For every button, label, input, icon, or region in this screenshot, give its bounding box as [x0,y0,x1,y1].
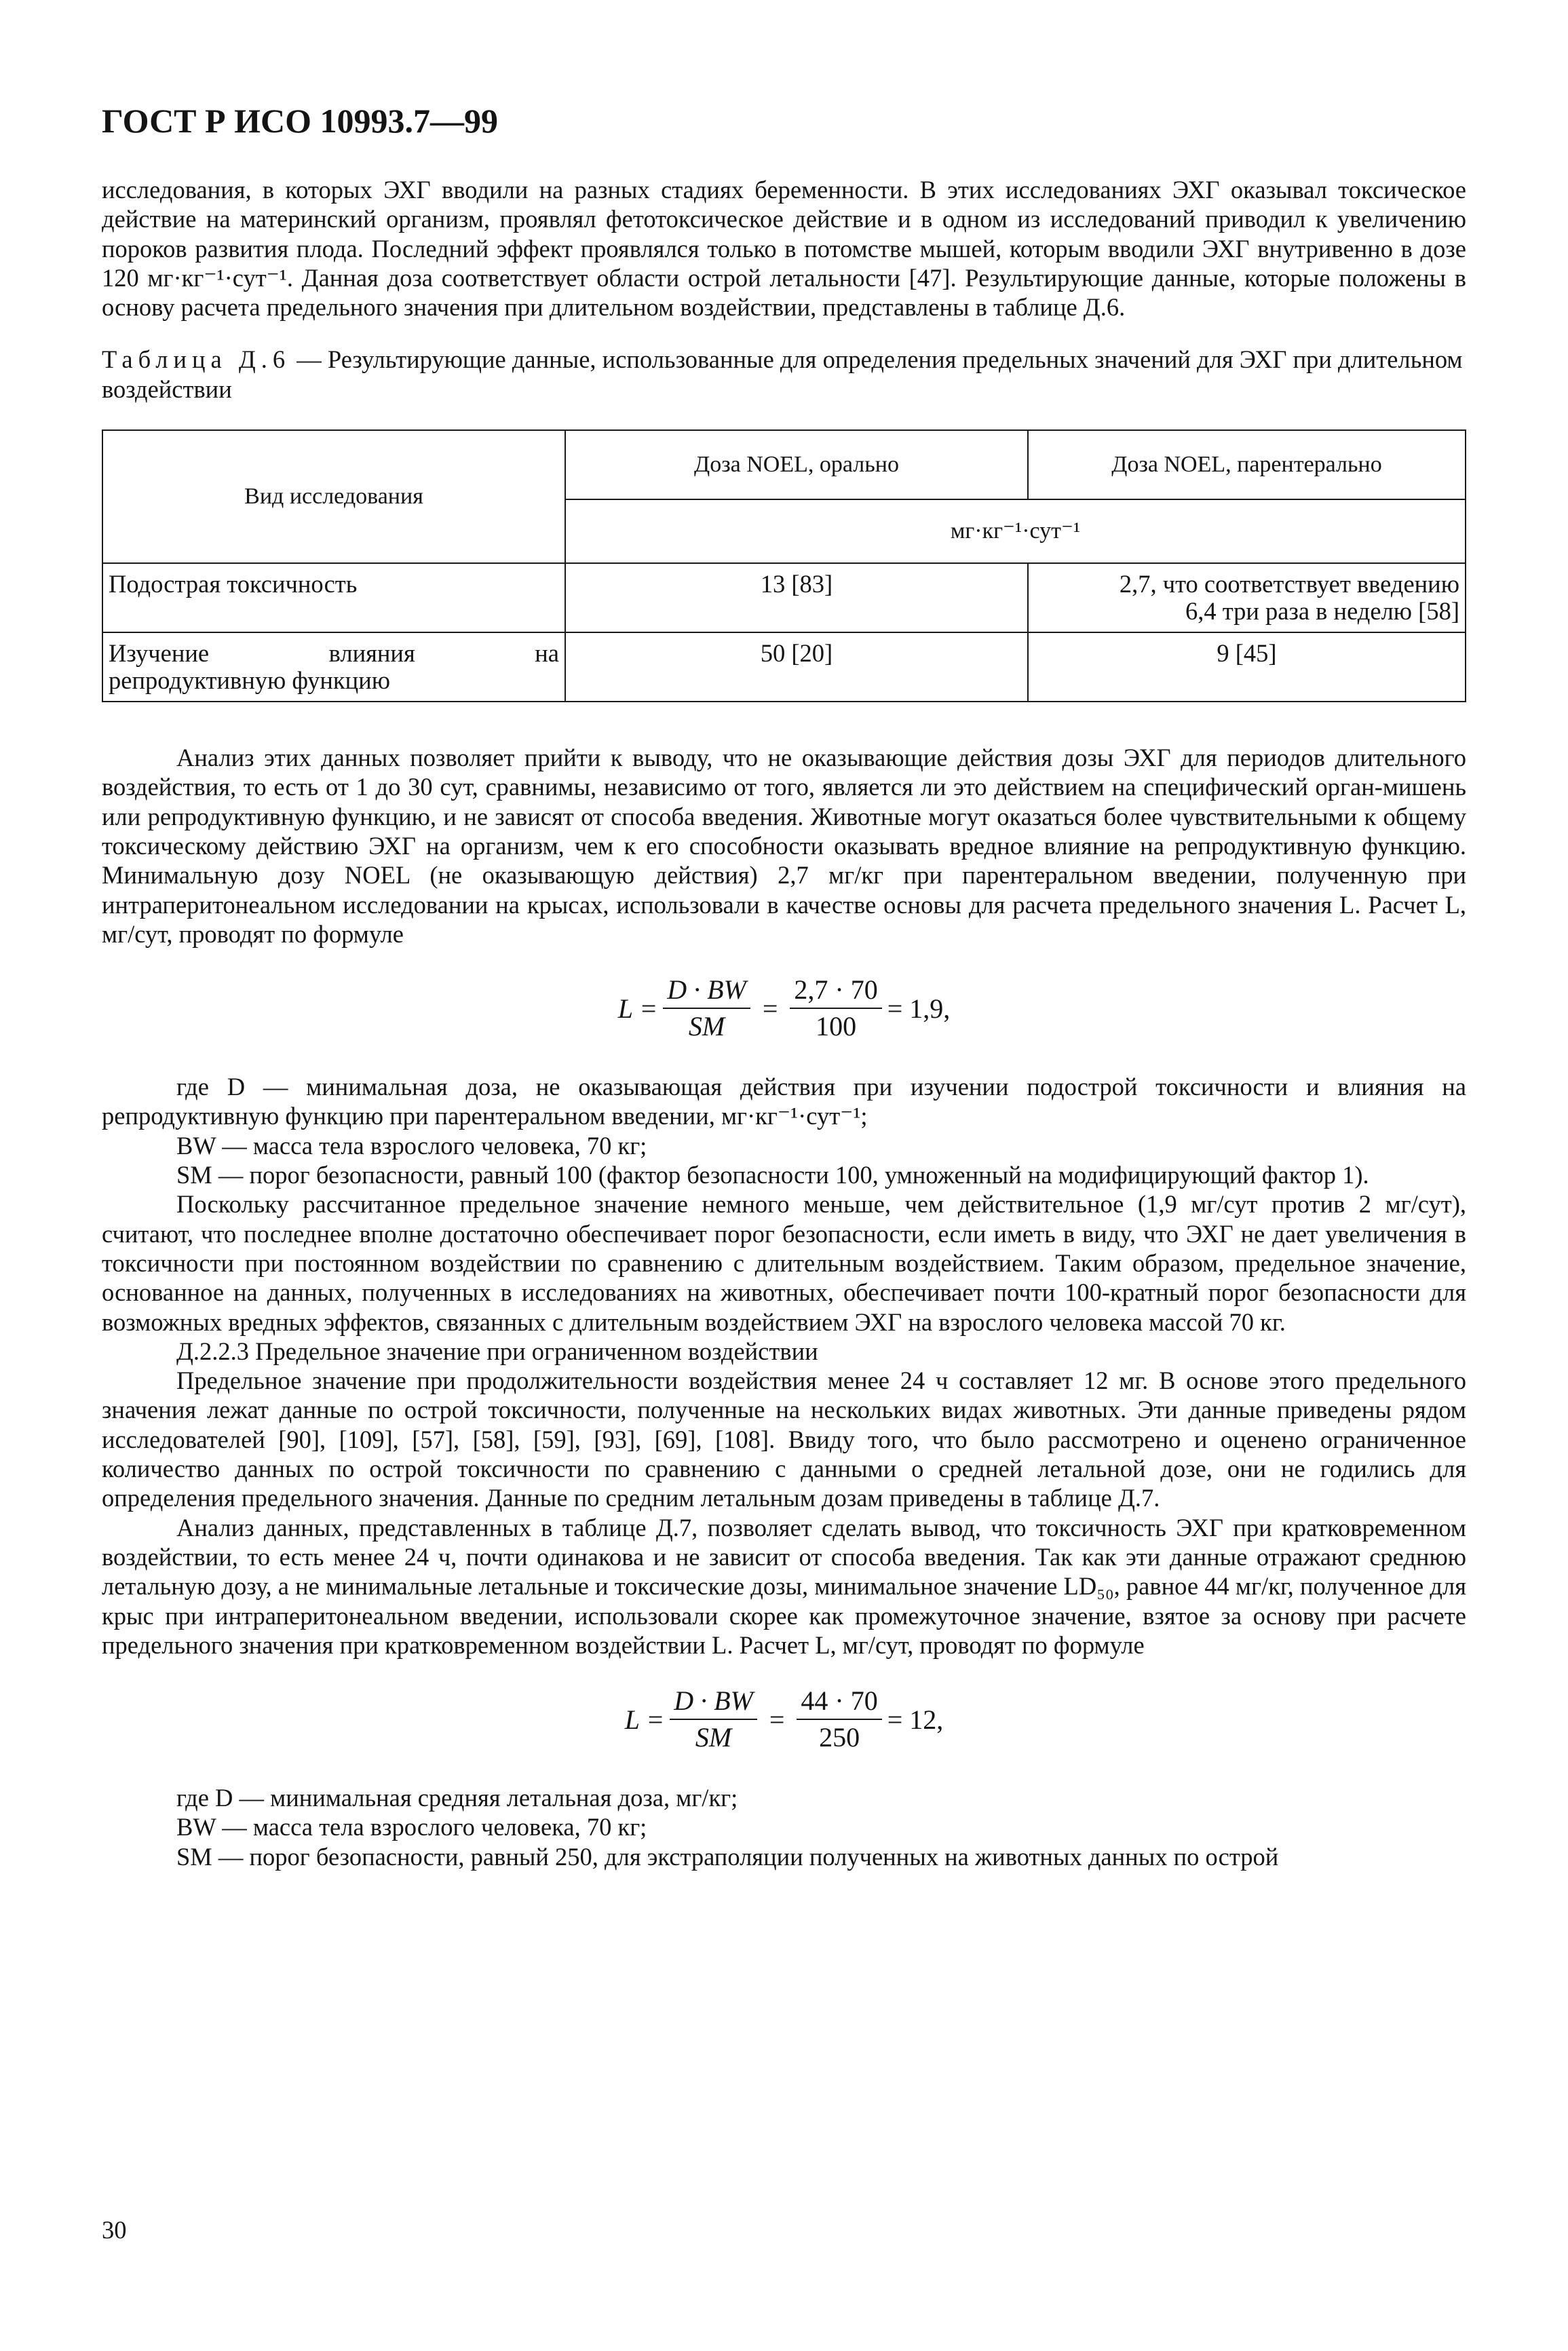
table-row [102,563,1466,632]
where-definition: где D — минимальная доза, не оказывающая действия при изучении подострой токсичности и влияния на репродуктивную функцию при парентеральном введении, мг·кг⁻¹·сут⁻¹; [102,1073,1466,1130]
cell-study: Подострая токсичность [102,563,565,632]
cell-study-line1: Изучение влияния на [109,639,559,668]
paragraph-limited-exposure: Предельное значение при продолжительности воздействия менее 24 ч составляет 12 мг. В основе этого предельного значения лежат данные по острой токсичности, полученные на нескольких видах животных. Эти данные приведены рядом исследователей [90], [109], [57], [58], [59], [93], [69], [108]. Ввиду того, что было рассмотрено и оценено ограниченное количество данных по острой токсичности по сравнению с данными о средней летальной дозе, они не годились для определения предельного значения. Данные по средним летальным дозам приведены в таблице Д.7. [102,1366,1466,1512]
page-number: 30 [102,2216,127,2244]
section-title: Д.2.2.3 Предельное значение при ограниченном воздействии [176,1337,818,1365]
formula-lhs: L = [624,1704,665,1735]
cell-study [102,632,565,702]
col-header-oral: Доза NOEL, орально [565,430,1028,499]
col-header-parenteral: Доза NOEL, парентерально [1028,430,1466,499]
cell-study-line2: репродуктивную функцию [109,666,390,695]
formula-numerator: D · BW [663,975,750,1009]
table-caption-label: Таблица Д.6 [102,345,291,374]
formula-numerator: 2,7 · 70 [790,975,881,1009]
table-header-row [102,430,1466,499]
formula-long-term [102,968,1466,1049]
cell-parenteral-line1: 2,7, что соответствует введению [1119,570,1459,598]
cell-parenteral: 9 [45] [1028,632,1466,702]
where-definition: BW — масса тела взрослого человека, 70 кг; [176,1813,647,1841]
formula-fraction-numeric [797,1686,881,1753]
col-header-units: мг·кг⁻¹·сут⁻¹ [565,499,1466,563]
formula-result: = 1,9, [887,993,951,1024]
cell-oral: 50 [20] [565,632,1028,702]
formula-denominator: SM [688,1011,725,1042]
col-header-study: Вид исследования [102,430,565,563]
paragraph-conclusion: Поскольку рассчитанное предельное значение немного меньше, чем действительное (1,9 мг/сут против 2 мг/сут), считают, что последнее вполне достаточно обеспечивает порог безопасности, если иметь в виду, что ЭХГ не дает увеличения в токсичности при постоянном воздействии по сравнению с длительным воздействием. Таким образом, предельное значение, основанное на данных, полученных в исследованиях на животных, обеспечивает почти 100-кратный порог безопасности для возможных вредных эффектов, связанных с длительным воздействием ЭХГ на взрослого человека массой 70 кг. [102,1190,1466,1336]
formula-fraction-symbolic [663,975,750,1041]
table-caption-text: — Результирующие данные, использованные для определения предельных значений для ЭХГ при длительном воздействии [102,345,1463,403]
table-caption [102,345,1466,404]
formula-fraction-symbolic [670,1686,757,1753]
cell-parenteral [1028,563,1466,632]
cell-oral: 13 [83] [565,563,1028,632]
formula-short-term [102,1679,1466,1760]
formula-result: = 12, [887,1704,944,1735]
formula-numerator: 44 · 70 [797,1686,881,1720]
formula-numerator: D · BW [670,1686,757,1720]
formula-equals: = [762,993,778,1024]
formula-fraction-numeric [790,975,881,1041]
table-row [102,632,1466,702]
cell-parenteral-line2: 6,4 три раза в неделю [58] [1185,597,1459,626]
document-header: ГОСТ Р ИСО 10993.7—99 [102,102,498,140]
where-definition: SM — порог безопасности, равный 100 (фактор безопасности 100, умноженный на модифицирующий фактор 1). [176,1161,1369,1189]
paragraph-analysis: Анализ этих данных позволяет прийти к выводу, что не оказывающие действия дозы ЭХГ для периодов длительного воздействия, то есть от 1 до 30 сут, сравнимы, независимо от того, является ли это действием на специфический орган-мишень или репродуктивную функцию, и не зависят от способа введения. Животные могут оказаться более чувствительными к общему токсическому действию ЭХГ на организм, чем к его способности оказывать вредное влияние на репродуктивную функцию. Минимальную дозу NOEL (не оказывающую действия) 2,7 мг/кг при парентеральном введении, полученную при интраперитонеальном исследовании на крысах, использовали в качестве основы для расчета предельного значения L. Расчет L, мг/сут, проводят по формуле [102,744,1466,948]
formula-denominator: 250 [819,1722,860,1753]
formula-equals: = [769,1704,785,1735]
paragraph-ld50-analysis: Анализ данных, представленных в таблице Д.7, позволяет сделать вывод, что токсичность ЭХГ при кратковременном воздействии, то есть менее 24 ч, почти одинакова и не зависит от способа введения. Так как эти данные отражают среднюю летальную дозу, а не минимальные летальные и токсические дозы, минимальное значение LD₅₀, равное 44 мг/кг, полученное для крыс при интраперитонеальном введении, использовали скорее как промежуточное значение, взятое за основу при расчете предельного значения при кратковременном воздействии L. Расчет L, мг/сут, проводят по формуле [102,1513,1466,1659]
where-definition: BW — масса тела взрослого человека, 70 кг; [176,1131,647,1160]
where-definition: где D — минимальная средняя летальная доза, мг/кг; [176,1784,738,1812]
formula-lhs: L = [617,993,658,1024]
formula-denominator: 100 [816,1011,857,1042]
paragraph-intro: исследования, в которых ЭХГ вводили на разных стадиях беременности. В этих исследованиях ЭХГ оказывал токсическое действие на материнский организм, проявлял фетотоксическое действие и в одном из исследований приводил к увеличению пороков развития плода. Последний эффект проявлялся только в потомстве мышей, которым вводили ЭХГ внутривенно в дозе 120 мг·кг⁻¹·сут⁻¹. Данная доза соответствует области острой летальности [47]. Результирующие данные, которые положены в основу расчета предельного значения при длительном воздействии, представлены в таблице Д.6. [102,176,1466,322]
formula-denominator: SM [695,1722,732,1753]
where-definition: SM — порог безопасности, равный 250, для экстраполяции полученных на животных данных по острой [176,1842,1279,1871]
noel-table [102,429,1466,702]
